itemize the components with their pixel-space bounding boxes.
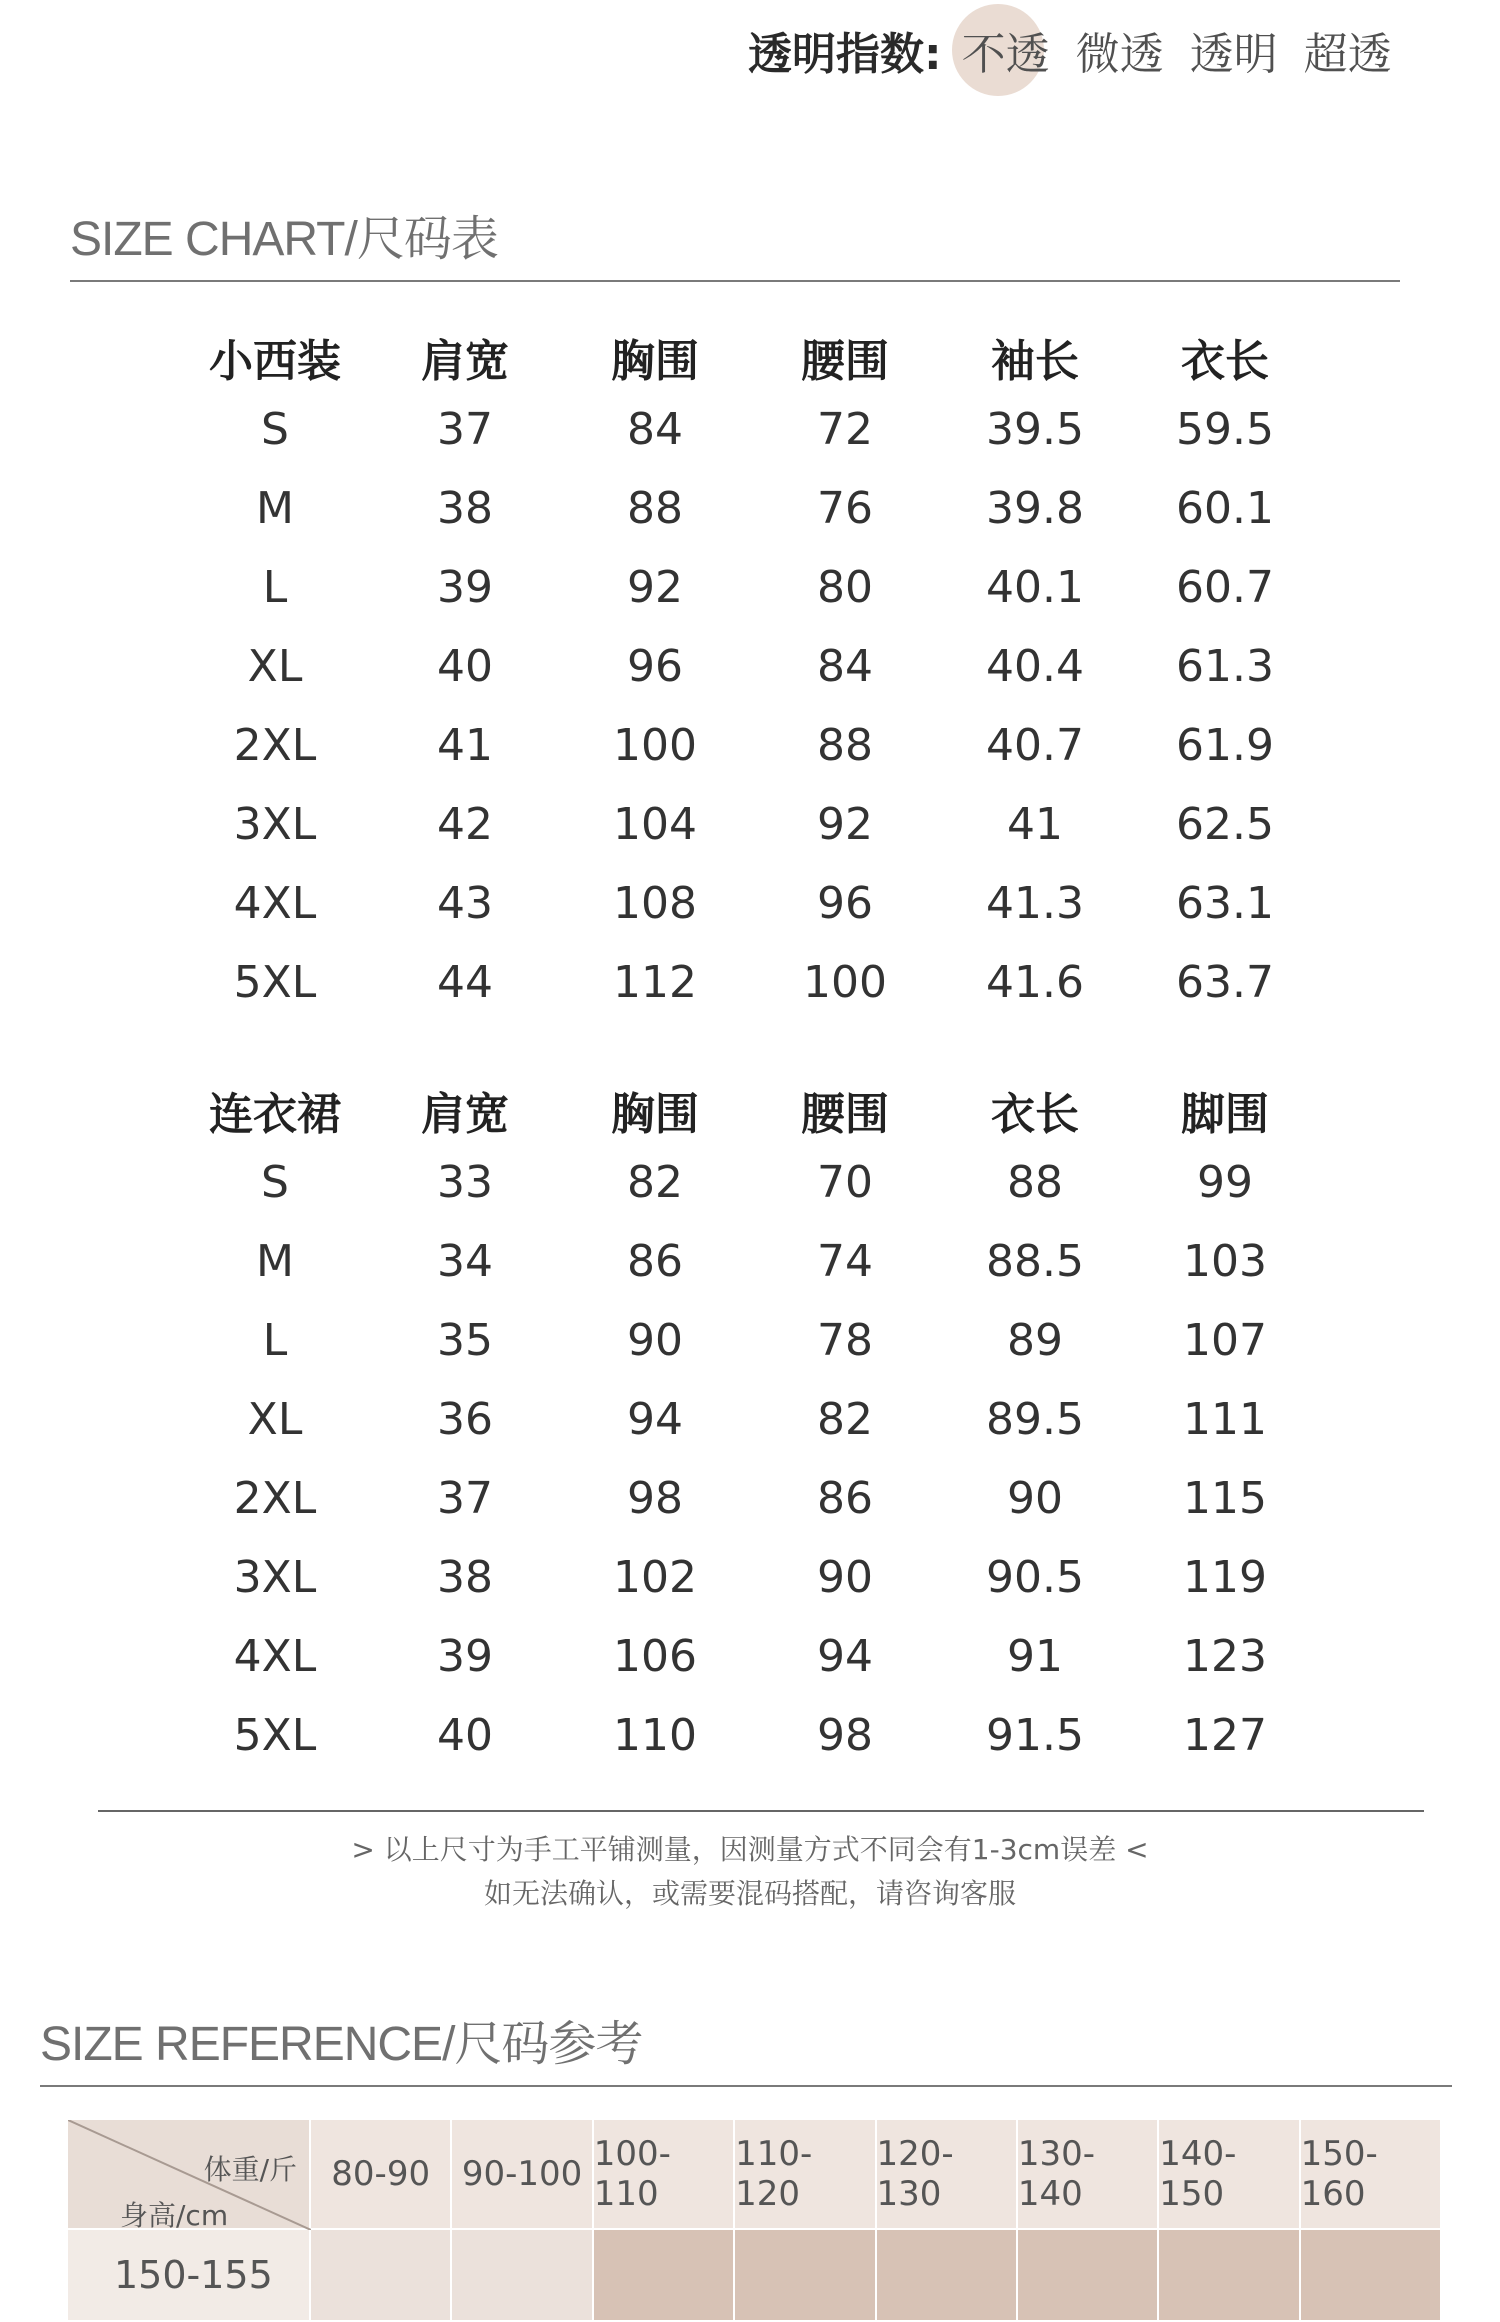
size-reference-title: SIZE REFERENCE/尺码参考 [40, 2018, 643, 2071]
table-header-cell: 肩宽 [421, 336, 509, 387]
reference-cell [452, 2230, 593, 2322]
measurement-cell: 33 [437, 1157, 493, 1208]
measurement-cell: 89 [1007, 1315, 1063, 1366]
measurement-cell: 94 [817, 1631, 873, 1682]
measurement-cell: 90.5 [986, 1552, 1084, 1603]
measurement-cell: 98 [627, 1473, 683, 1524]
weight-range-cell: 150-160 [1301, 2120, 1442, 2230]
measurement-cell: 38 [437, 1552, 493, 1603]
transparency-option-super: 超透 [1303, 29, 1392, 80]
measurement-cell: 62.5 [1176, 799, 1274, 850]
measurement-cell: 115 [1183, 1473, 1267, 1524]
table-header-cell: 衣长 [991, 1089, 1079, 1140]
measurement-cell: 61.3 [1176, 641, 1274, 692]
measurement-cell: 103 [1183, 1236, 1267, 1287]
measurement-cell: 90 [817, 1552, 873, 1603]
size-label-cell: M [256, 1236, 294, 1287]
measurement-cell: 60.1 [1176, 483, 1274, 534]
measurement-cell: 34 [437, 1236, 493, 1287]
weight-range-cell: 80-90 [311, 2120, 452, 2230]
measurement-cell: 40 [437, 1710, 493, 1761]
measurement-cell: 41.6 [986, 957, 1084, 1008]
measurement-cell: 107 [1183, 1315, 1267, 1366]
size-label-cell: 4XL [233, 1631, 317, 1682]
measurement-cell: 40.4 [986, 641, 1084, 692]
table-header-cell: 衣长 [1181, 336, 1269, 387]
notes-divider [98, 1810, 1424, 1812]
measurement-cell: 111 [1183, 1394, 1267, 1445]
table-header-cell: 胸围 [611, 336, 699, 387]
reference-cell [311, 2230, 452, 2322]
measurement-cell: 70 [817, 1157, 873, 1208]
measurement-cell: 110 [613, 1710, 697, 1761]
transparency-option-transparent: 透明 [1189, 29, 1278, 80]
measurement-cell: 127 [1183, 1710, 1267, 1761]
measurement-cell: 84 [817, 641, 873, 692]
size-label-cell: S [261, 404, 289, 455]
size-chart-divider [70, 280, 1400, 282]
size-reference-grid [68, 2120, 1442, 2322]
measurement-cell: 90 [627, 1315, 683, 1366]
dress-size-table [180, 1078, 1320, 1789]
measurement-cell: 123 [1183, 1631, 1267, 1682]
measurement-cell: 119 [1183, 1552, 1267, 1603]
measurement-cell: 74 [817, 1236, 873, 1287]
measurement-cell: 98 [817, 1710, 873, 1761]
size-label-cell: 5XL [233, 1710, 317, 1761]
contact-note: 如无法确认，或需要混码搭配，请咨询客服 [483, 1877, 1016, 1910]
measurement-cell: 41.3 [986, 878, 1084, 929]
height-label: 身高/cm [120, 2199, 229, 2232]
measurement-cell: 72 [817, 404, 873, 455]
measurement-cell: 91.5 [986, 1710, 1084, 1761]
size-reference-divider [40, 2085, 1452, 2087]
measurement-cell: 35 [437, 1315, 493, 1366]
table-header-cell: 腰围 [801, 1089, 889, 1140]
reference-cell [877, 2230, 1018, 2322]
measurement-cell: 102 [613, 1552, 697, 1603]
measurement-cell: 40 [437, 641, 493, 692]
measurement-cell: 82 [817, 1394, 873, 1445]
measurement-cell: 88.5 [986, 1236, 1084, 1287]
size-label-cell: S [261, 1157, 289, 1208]
measurement-cell: 88 [627, 483, 683, 534]
measurement-cell: 44 [437, 957, 493, 1008]
weight-range-cell: 120-130 [877, 2120, 1018, 2230]
size-label-cell: L [262, 562, 288, 613]
size-label-cell: 3XL [233, 799, 317, 850]
measurement-cell: 37 [437, 404, 493, 455]
measurement-cell: 43 [437, 878, 493, 929]
measurement-cell: 88 [1007, 1157, 1063, 1208]
blazer-size-table [180, 325, 1320, 1036]
measurement-cell: 96 [627, 641, 683, 692]
table-header-cell: 袖长 [991, 336, 1079, 387]
reference-cell [735, 2230, 876, 2322]
weight-range-cell: 130-140 [1018, 2120, 1159, 2230]
measurement-cell: 99 [1197, 1157, 1253, 1208]
measurement-cell: 112 [613, 957, 697, 1008]
measurement-cell: 94 [627, 1394, 683, 1445]
size-label-cell: XL [247, 641, 303, 692]
size-label-cell: 5XL [233, 957, 317, 1008]
measurement-cell: 39 [437, 562, 493, 613]
measurement-cell: 61.9 [1176, 720, 1274, 771]
size-label-cell: 2XL [233, 1473, 317, 1524]
transparency-option-opaque: 不透 [962, 18, 1050, 82]
table-header-cell: 脚围 [1181, 1089, 1269, 1140]
weight-range-cell: 90-100 [452, 2120, 593, 2230]
measurement-cell: 86 [817, 1473, 873, 1524]
measurement-cell: 39 [437, 1631, 493, 1682]
reference-cell [1159, 2230, 1300, 2322]
measurement-note: > 以上尺寸为手工平铺测量，因测量方式不同会有1-3cm误差 < [351, 1833, 1149, 1866]
measurement-cell: 106 [613, 1631, 697, 1682]
measurement-cell: 92 [817, 799, 873, 850]
size-label-cell: 3XL [233, 1552, 317, 1603]
measurement-cell: 91 [1007, 1631, 1063, 1682]
transparency-label: 透明指数: [748, 29, 942, 80]
measurement-cell: 63.7 [1176, 957, 1274, 1008]
measurement-cell: 82 [627, 1157, 683, 1208]
size-label-cell: M [256, 483, 294, 534]
size-label-cell: L [262, 1315, 288, 1366]
measurement-cell: 40.7 [986, 720, 1084, 771]
measurement-cell: 39.5 [986, 404, 1084, 455]
reference-corner-cell [68, 2120, 311, 2230]
measurement-cell: 37 [437, 1473, 493, 1524]
weight-label: 体重/斤 [203, 2153, 297, 2186]
table-header-cell: 连衣裙 [209, 1089, 341, 1140]
measurement-cell: 84 [627, 404, 683, 455]
size-label-cell: XL [247, 1394, 303, 1445]
weight-range-cell: 110-120 [735, 2120, 876, 2230]
measurement-cell: 80 [817, 562, 873, 613]
measurement-cell: 41 [437, 720, 493, 771]
measurement-cell: 92 [627, 562, 683, 613]
measurement-cell: 63.1 [1176, 878, 1274, 929]
reference-cell [594, 2230, 735, 2322]
measurement-cell: 41 [1007, 799, 1063, 850]
measurement-cell: 100 [803, 957, 887, 1008]
measurement-cell: 100 [613, 720, 697, 771]
measurement-cell: 78 [817, 1315, 873, 1366]
measurement-cell: 88 [817, 720, 873, 771]
measurement-cell: 40.1 [986, 562, 1084, 613]
measurement-cell: 38 [437, 483, 493, 534]
measurement-cell: 96 [817, 878, 873, 929]
reference-cell [1301, 2230, 1442, 2322]
height-range-cell: 150-155 [68, 2230, 311, 2322]
measurement-cell: 36 [437, 1394, 493, 1445]
weight-range-cell: 100-110 [594, 2120, 735, 2230]
measurement-cell: 39.8 [986, 483, 1084, 534]
size-label-cell: 2XL [233, 720, 317, 771]
measurement-cell: 108 [613, 878, 697, 929]
transparency-index [748, 18, 1418, 82]
transparency-option-slight: 微透 [1075, 29, 1164, 80]
measurement-cell: 60.7 [1176, 562, 1274, 613]
table-header-cell: 小西装 [209, 336, 341, 387]
table-header-cell: 胸围 [611, 1089, 699, 1140]
measurement-cell: 76 [817, 483, 873, 534]
measurement-cell: 86 [627, 1236, 683, 1287]
measurement-cell: 90 [1007, 1473, 1063, 1524]
measurement-cell: 89.5 [986, 1394, 1084, 1445]
reference-cell [1018, 2230, 1159, 2322]
measurement-cell: 59.5 [1176, 404, 1274, 455]
weight-range-cell: 140-150 [1159, 2120, 1300, 2230]
table-header-cell: 肩宽 [421, 1089, 509, 1140]
table-header-cell: 腰围 [801, 336, 889, 387]
size-chart-title: SIZE CHART/尺码表 [70, 213, 498, 266]
measurement-cell: 42 [437, 799, 493, 850]
size-label-cell: 4XL [233, 878, 317, 929]
measurement-cell: 104 [613, 799, 697, 850]
